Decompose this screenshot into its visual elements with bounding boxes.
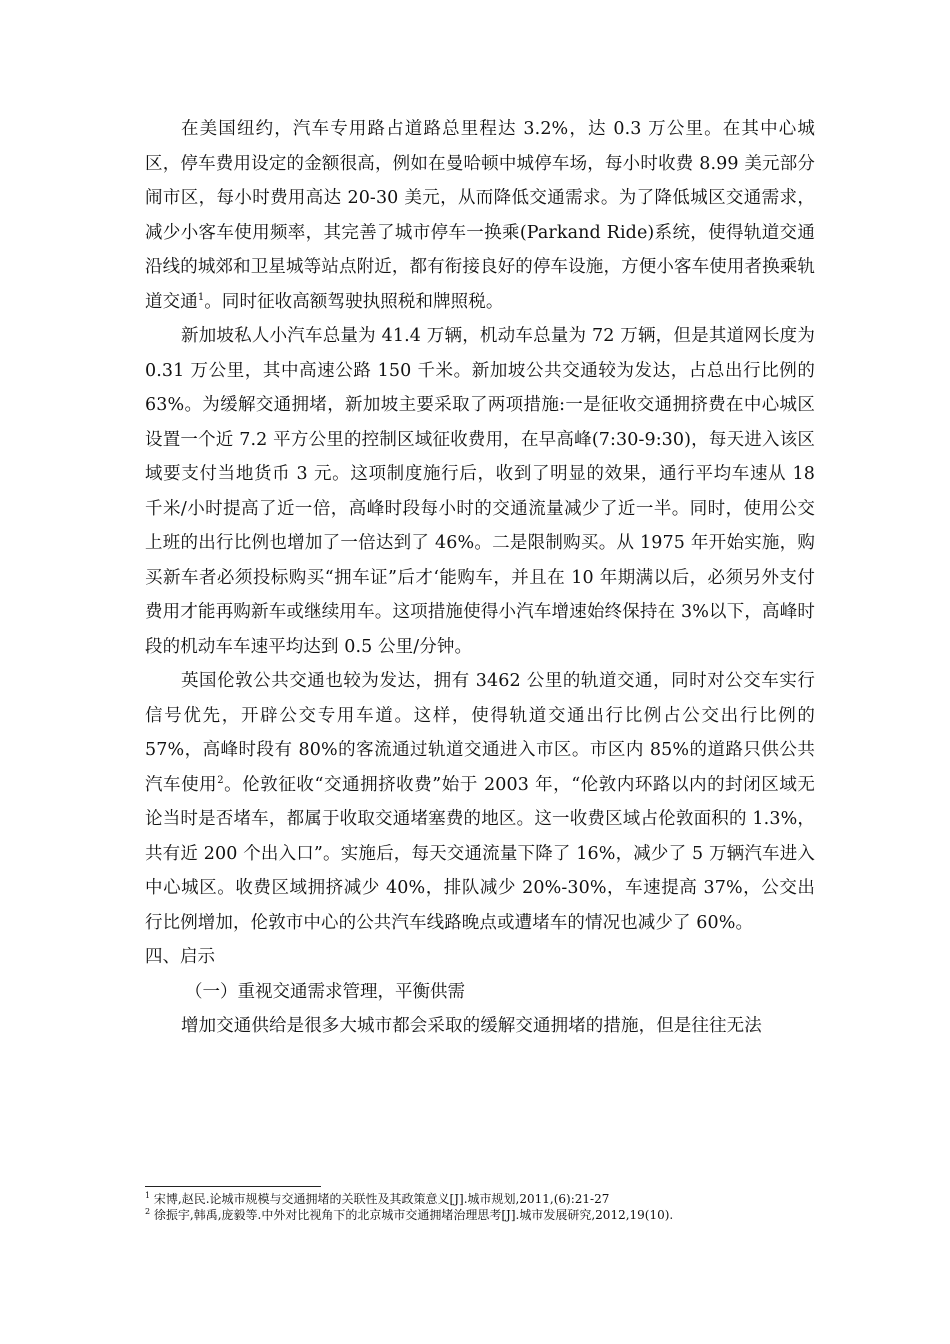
document-body xyxy=(145,112,815,1044)
paragraph-text: 增加交通供给是很多大城市都会采取的缓解交通拥堵的措施，但是往往无法 xyxy=(181,1016,762,1036)
paragraph-text: 。同时征收高额驾驶执照税和牌照税。 xyxy=(204,291,504,312)
paragraph-text: 。伦敦征收“交通拥挤收费”始于 2003 年，“伦敦内环路以内的封闭区域无论当时是否堵车，都属于收取交通堵塞费的地区。这一收费区域占伦敦面积的 1.3%，共有近 200 个出入口”。实施后，每天交通流量下降了 16%，减少了 5 万辆汽车进入中心城区。收费区域拥挤减少 40%，排队减少 20%-30%，车速提高 37%，公交出行比例增加，伦敦市中心的公共汽车线路晚点或遭堵车的情况也减少了 60%。 xyxy=(145,774,815,933)
footnote-item xyxy=(145,1191,815,1207)
paragraph-singapore xyxy=(145,319,815,664)
footnote-text: 徐振宇,韩禹,庞毅等.中外对比视角下的北京城市交通拥堵治理思考[J].城市发展研究,2012,19(10). xyxy=(153,1208,674,1222)
footnote-item xyxy=(145,1207,815,1223)
paragraph-text: 在美国纽约，汽车专用路占道路总里程达 3.2%，达 0.3 万公里。在其中心城区，停车费用设定的金额很高，例如在曼哈顿中城停车场，每小时收费 8.99 美元部分闹市区，每小时费用高达 20-30 美元，从而降低交通需求。为了降低城区交通需求，减少小客车使用频率，其完善了城市停车一换乘(Parkand Ride)系统，使得轨道交通沿线的城郊和卫星城等站点附近，都有衔接良好的停车设施，方便小客车使用者换乘轨道交通 xyxy=(145,119,815,312)
footnote-text: 宋博,赵民.论城市规模与交通拥堵的关联性及其政策意义[J].城市规划,2011,(6):21-27 xyxy=(153,1192,610,1206)
paragraph-inspiration xyxy=(145,1009,815,1044)
footnote-reference[interactable]: 2 xyxy=(217,774,224,786)
footnote-mark: 1 xyxy=(145,1191,151,1200)
footnotes xyxy=(145,1191,815,1223)
section-heading: 四、启示 xyxy=(145,947,215,967)
footnote-divider xyxy=(145,1186,321,1187)
subsection-heading: （一）重视交通需求管理，平衡供需 xyxy=(185,981,465,1002)
paragraph-text: 英国伦敦公共交通也较为发达，拥有 3462 公里的轨道交通，同时对公交车实行信号优先，开辟公交专用车道。这样，使得轨道交通出行比例占公交出行比例的 57%，高峰时段有 80%的客流通过轨道交通进入市区。市区内 85%的道路只供公共汽车使用 xyxy=(145,671,815,795)
footnote-reference[interactable]: 1 xyxy=(197,291,205,303)
paragraph-text: 新加坡私人小汽车总量为 41.4 万辆，机动车总量为 72 万辆，但是其道网长度为 0.31 万公里，其中高速公路 150 千米。新加坡公共交通较为发达，占总出行比例的 63%。为缓解交通拥堵，新加坡主要采取了两项措施:一是征收交通拥挤费在中心城区设置一个近 7.2 平方公里的控制区域征收费用，在早高峰(7:30-9:30)，每天进入该区域要支付当地货币 3 元。这项制度施行后，收到了明显的效果，通行平均车速从 18 千米/小时提高了近一倍，高峰时段每小时的交通流量减少了近一半。同时，使用公交上班的出行比例也增加了一倍达到了 46%。二是限制购买。从 1975 年开始实施，购买新车者必须投标购买“拥车证”后才‘能购车，并且在 10 年期满以后，必须另外支付费用才能再购新车或继续用车。这项措施使得小汽车增速始终保持在 3%以下，高峰时段的机动车车速平均达到 0.5 公里/分钟。 xyxy=(145,326,815,657)
paragraph-new-york xyxy=(145,112,815,319)
footnote-mark: 2 xyxy=(145,1207,151,1216)
paragraph-london xyxy=(145,664,815,940)
